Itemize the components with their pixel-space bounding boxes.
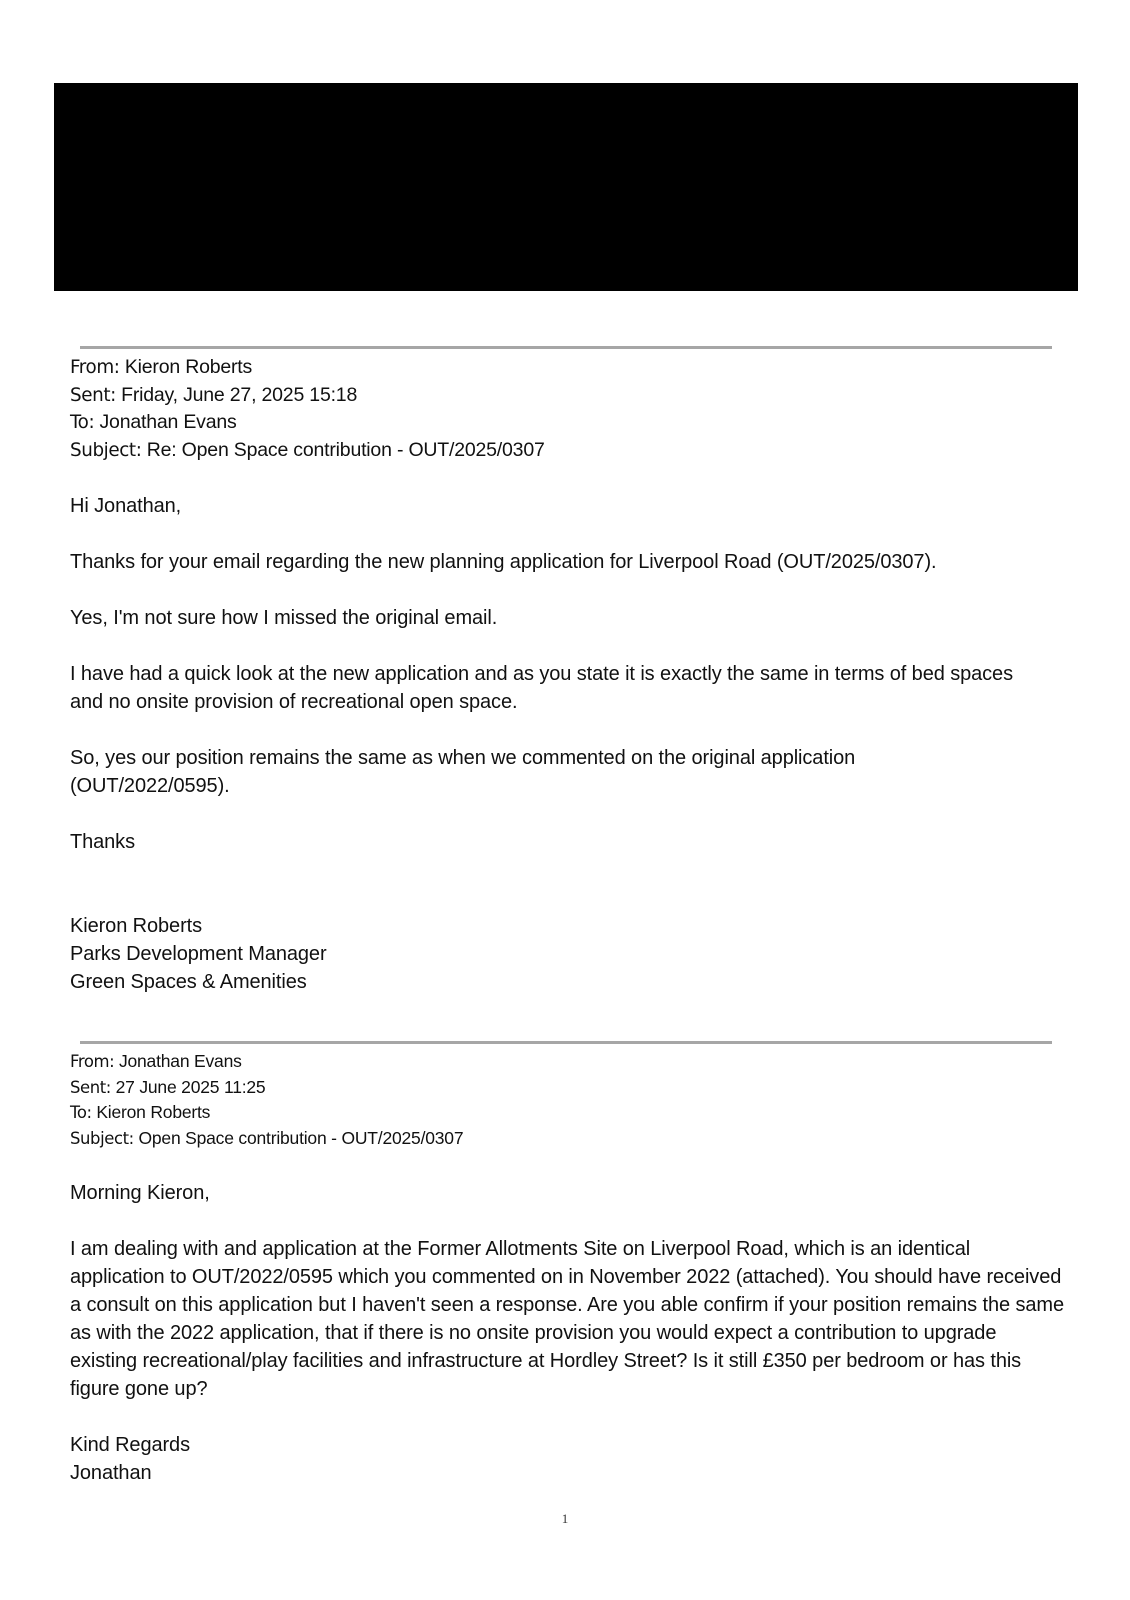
reply-email — [70, 354, 1070, 996]
redaction-block — [54, 83, 1078, 291]
body-paragraph: I have had a quick look at the new application and as you state it is exactly the same in terms of bed spaces and no onsite provision of recreational open space. — [70, 663, 1013, 713]
body-paragraph: So, yes our position remains the same as when we commented on the original application (OUT/2022/0595). — [70, 747, 856, 797]
email-header-subject — [70, 437, 1070, 465]
signoff: Thanks — [70, 831, 135, 853]
greeting: Morning Kieron, — [70, 1182, 210, 1204]
greeting: Hi Jonathan, — [70, 495, 182, 517]
email-header-from — [70, 354, 1070, 382]
from-label: From: — [70, 357, 120, 378]
email-header-sent — [70, 382, 1070, 410]
page-number: 1 — [561, 1511, 569, 1526]
to-label: To: — [70, 1103, 92, 1122]
sent-label: Sent: — [70, 384, 116, 406]
email-body — [70, 464, 1070, 996]
email-header-to — [70, 1100, 1070, 1126]
body-paragraph: Yes, I'm not sure how I missed the original email. — [70, 607, 498, 629]
subject-label: Subject: — [70, 1128, 134, 1148]
email-separator — [80, 346, 1052, 349]
to-value: Kieron Roberts — [96, 1102, 211, 1122]
email-header-from — [70, 1049, 1070, 1075]
signature-title: Parks Development Manager — [70, 943, 327, 965]
body-paragraph: Thanks for your email regarding the new planning application for Liverpool Road (OUT/2025/0307). — [70, 551, 937, 573]
from-value: Kieron Roberts — [124, 356, 253, 378]
subject-label: Subject: — [70, 439, 142, 461]
to-value: Jonathan Evans — [99, 411, 237, 433]
sender-name: Jonathan — [70, 1462, 152, 1484]
subject-value: Re: Open Space contribution - OUT/2025/0307 — [146, 438, 545, 461]
to-label: To: — [70, 412, 95, 433]
signoff: Kind Regards — [70, 1434, 190, 1456]
subject-value: Open Space contribution - OUT/2025/0307 — [138, 1127, 464, 1148]
sent-label: Sent: — [70, 1077, 111, 1097]
signature-department: Green Spaces & Amenities — [70, 971, 307, 993]
email-body — [70, 1151, 1070, 1487]
body-paragraph: I am dealing with and application at the Former Allotments Site on Liverpool Road, which is an identical application to OUT/2022/0595 which you commented on in November 2022 (attached). You should have received a consult on this application but I haven't seen a response. Are you able confirm if your position remains the same as with the 2022 application, that if there is no onsite provision you would expect a contribution to upgrade existing recreational/play facilities and infrastructure at Hordley Street? Is it still £350 per bedroom or has this figure gone up? — [70, 1238, 1064, 1400]
email-separator — [80, 1041, 1052, 1044]
sent-value: 27 June 2025 11:25 — [115, 1076, 266, 1097]
sent-value: Friday, June 27, 2025 15:18 — [121, 383, 358, 406]
original-email — [70, 1049, 1070, 1487]
email-header-sent — [70, 1075, 1070, 1101]
email-header-subject — [70, 1126, 1070, 1152]
email-header-to — [70, 409, 1070, 437]
signature-name: Kieron Roberts — [70, 915, 202, 937]
from-label: From: — [70, 1052, 115, 1071]
from-value: Jonathan Evans — [118, 1051, 242, 1071]
